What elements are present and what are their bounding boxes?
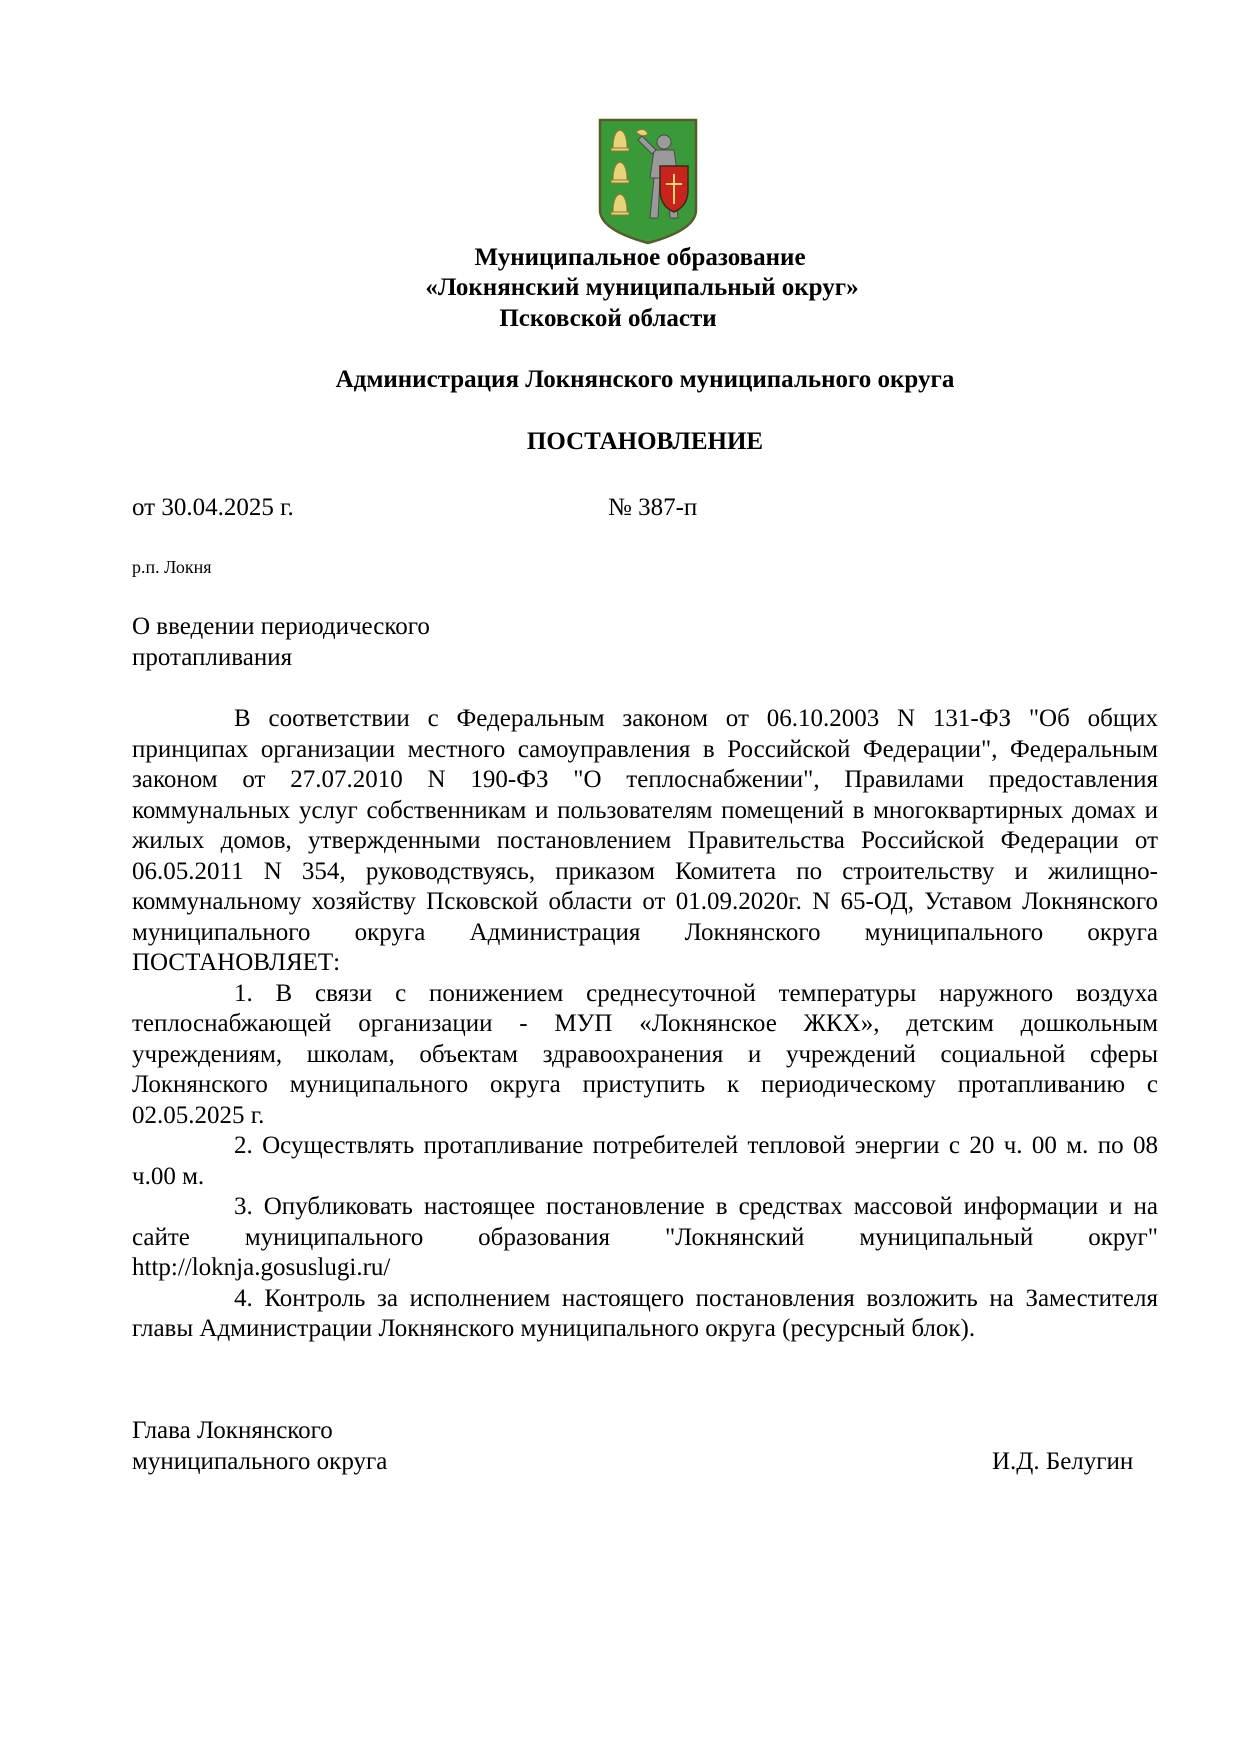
item-3-paragraph: 3. Опубликовать настоящее постановление в средствах массовой информации и на сайте муниципального образования "Локнянский муниципальный округ" http://loknja.gosuslugi.ru/ bbox=[132, 1193, 1158, 1281]
administration-title: Администрация Локнянского муниципального округа bbox=[335, 366, 955, 393]
item-2-paragraph: 2. Осуществлять протапливание потребителей тепловой энергии с 20 ч. 00 м. по 08 ч.00 м. bbox=[132, 1132, 1158, 1190]
document-date: от 30.04.2025 г. bbox=[132, 494, 294, 521]
document-body bbox=[132, 704, 1158, 1345]
signatory-name: И.Д. Белугин bbox=[992, 1448, 1134, 1475]
document-place: р.п. Локня bbox=[132, 557, 212, 577]
signature-title-line-2: муниципального округа bbox=[132, 1448, 388, 1475]
coat-of-arms-icon bbox=[598, 118, 698, 245]
header-line-2: «Локнянский муниципальный округ» bbox=[425, 274, 859, 301]
document-number: № 387-п bbox=[608, 494, 698, 521]
subject-line-1: О введении периодического bbox=[132, 613, 430, 640]
item-1-paragraph: 1. В связи с понижением среднесуточной температуры наружного воздуха теплоснабжающей организации - МУП «Локнянское ЖКХ», детским дошкольным учреждениям, школам, объектам здравоохранения и учреждений социальной сферы Локнянского муниципального округа приступить к периодическому протапливанию с 02.05.2025 г. bbox=[132, 979, 1158, 1129]
item-4-paragraph: 4. Контроль за исполнением настоящего постановления возложить на Заместителя главы Администрации Локнянского муниципального округа (ресурсный блок). bbox=[132, 1284, 1158, 1342]
preamble-paragraph: В соответствии с Федеральным законом от 06.10.2003 N 131-ФЗ "Об общих принципах организации местного самоуправления в Российской Федерации", Федеральным законом от 27.07.2010 N 190-ФЗ "О теплоснабжении", Правилами предоставления коммунальных услуг собственникам и пользователям помещений в многоквартирных домах и жилых домов, утвержденными постановлением Правительства Российской Федерации от 06.05.2011 N 354, руководствуясь, приказом Комитета по строительству и жилищно-коммунальному хозяйству Псковской области от 01.09.2020г. N 65-ОД, Уставом Локнянского муниципального округа Администрация Локнянского муниципального округа ПОСТАНОВЛЯЕТ: bbox=[132, 705, 1158, 976]
subject-line-2: протапливания bbox=[132, 644, 293, 671]
header-line-3: Псковской области bbox=[499, 305, 717, 332]
signature-title-line-1: Глава Локнянского bbox=[132, 1417, 333, 1444]
header-line-1: Муниципальное образование bbox=[474, 244, 806, 271]
document-type: ПОСТАНОВЛЕНИЕ bbox=[526, 428, 764, 455]
